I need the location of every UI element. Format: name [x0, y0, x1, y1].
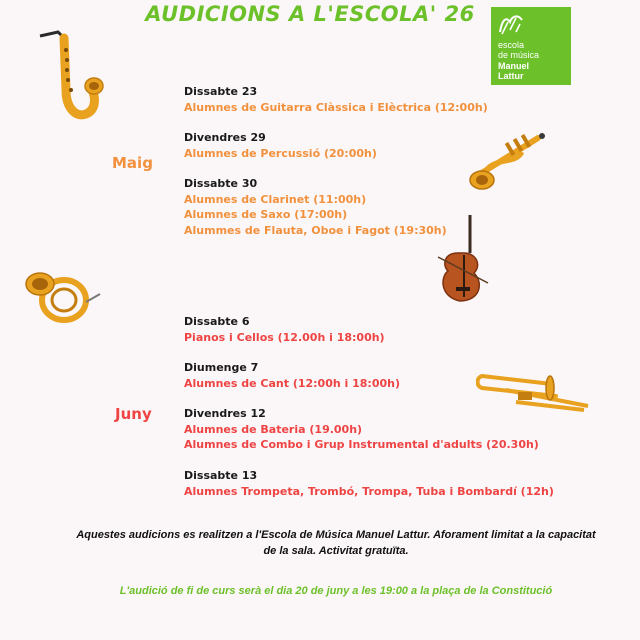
info-note-line-2: de la sala. Activitat gratuïta. [263, 545, 409, 557]
event-line: Alumnes de Guitarra Clàssica i Elèctrica (12:00h) [184, 100, 488, 114]
event-line: Pianos i Cellos (12.00h i 18:00h) [184, 330, 385, 344]
mm-monogram-icon [498, 12, 524, 36]
event-line: Alumnes de Saxo (17:00h) [184, 208, 348, 221]
event-line: Alummes de Flauta, Oboe i Fagot (19:30h) [184, 223, 447, 237]
event-day: Divendres 29 [184, 131, 266, 144]
event-juny-1 [184, 314, 385, 345]
saxophone-icon [36, 28, 104, 124]
event-day: Divendres 12 [184, 407, 266, 420]
event-day: Diumenge 7 [184, 361, 259, 374]
event-line: Alumnes de Cant (12:00h i 18:00h) [184, 376, 400, 390]
school-logo [491, 7, 571, 85]
event-day: Dissabte 23 [184, 85, 258, 98]
event-maig-2 [184, 130, 377, 161]
event-line: Alumnes Trompeta, Trombó, Trompa, Tuba i Bombardí (12h) [184, 484, 554, 498]
event-juny-4 [184, 468, 554, 499]
logo-line-2: de música [498, 50, 540, 60]
event-line: Alumnes de Percussió (20:00h) [184, 146, 377, 160]
info-note [60, 527, 612, 559]
logo-line-1: escola [498, 40, 525, 50]
french-horn-icon [24, 268, 104, 328]
event-juny-3 [184, 406, 539, 453]
event-maig-3 [184, 176, 447, 238]
event-day: Dissabte 30 [184, 177, 258, 190]
month-label-juny: Juny [115, 405, 152, 423]
info-note-line-1: Aquestes audicions es realitzen a l'Escola de Música Manuel Lattur. Aforament limitat a la capacitat [76, 529, 596, 541]
event-line: Alumnes de Clarinet (11:00h) [184, 192, 367, 206]
event-line: Alumnes de Combo i Grup Instrumental d'adults (20.30h) [184, 438, 539, 451]
logo-line-4: Lattur [498, 71, 524, 81]
month-label-maig: Maig [112, 154, 153, 172]
event-juny-2 [184, 360, 400, 391]
trumpet-icon [468, 124, 550, 194]
event-day: Dissabte 6 [184, 315, 250, 328]
event-maig-1 [184, 84, 488, 115]
event-day: Dissabte 13 [184, 469, 258, 482]
final-audition-note: L'audició de fi de curs serà el dia 20 de juny a les 19:00 a la plaça de la Constitució [119, 585, 553, 597]
logo-line-3: Manuel [498, 61, 530, 71]
event-line: Alumnes de Bateria (19.00h) [184, 422, 363, 436]
page-title: AUDICIONS A L'ESCOLA' 26 [145, 2, 475, 26]
